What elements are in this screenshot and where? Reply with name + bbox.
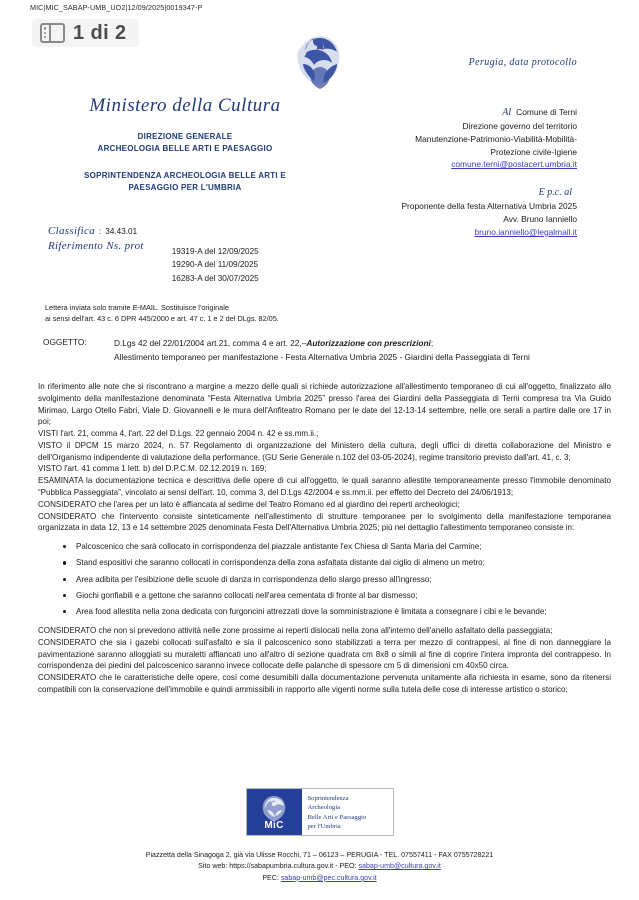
recipient-cc-email[interactable]: bruno.ianniello@legalmail.it: [474, 226, 577, 237]
direzione-generale: [60, 131, 310, 154]
recipient-cc-prefix: E p.c. al: [538, 187, 572, 198]
footer-web-row: [0, 861, 639, 872]
footer-contacts: [0, 850, 639, 884]
subject-label: OGGETTO:: [43, 337, 87, 347]
list-item: Area adibita per l'esibizione delle scuole di danza in corrispondenza dello slargo presso all'ingresso;: [76, 574, 611, 586]
body-paragraph: VISTI l'art. 21, comma 4, l'art. 22 del D.Lgs. 22 gennaio 2004 n. 42 e ss.mm.ii.;: [38, 429, 319, 439]
soprintendenza-line-1: SOPRINTENDENZA ARCHEOLOGIA BELLE ARTI E: [84, 171, 286, 181]
riferimento-item: 16283-A del 30/07/2025: [171, 273, 259, 283]
subject-line-1-emphasis: Autorizzazione con prescrizioni: [306, 338, 431, 348]
body-paragraph: VISTO l'art. 41 comma 1 lett. b) del D.P.C.M. 02.12.2019 n. 169;: [38, 464, 267, 474]
subject-line-1-suffix: ;: [430, 338, 434, 348]
footer-peo-email[interactable]: sabap-umb@cultura.gov.it: [358, 862, 441, 871]
recipient-cc-line-1: Proponente della festa Alternativa Umbria 2025: [401, 201, 577, 212]
recipient-primary-line-2: Manutenzione-Patrimonio-Viabilità-Mobilità-: [415, 133, 577, 144]
body-paragraph: CONSIDERATO che l'area per un lato è affiancata al sedime del Teatro Romano ed al giardino dei reperti archeologici;: [38, 499, 460, 509]
allestimento-list: [38, 541, 611, 618]
direzione-line-1: DIREZIONE GENERALE: [137, 132, 233, 141]
list-item: Area food allestita nella zona dedicata con furgoncini attrezzati dove la somministrazione è limitata a consegnare i cibi e le bevande;: [76, 606, 611, 618]
document-body: [38, 381, 611, 696]
soprintendenza: [60, 170, 310, 193]
body-paragraph: CONSIDERATO che le caratteristiche delle opere, così come desumibili dalla documentazione pervenuta unitamente alla richiesta in esame, sono da ritenersi compatibili con la conservazione dell'immobile e quindi ammissibili in rapporto alle vigenti norme sulla tutela delle cose di interesse artistico o storico;: [38, 673, 611, 694]
classifica-label: Classifica: [48, 225, 96, 237]
recipient-primary-head: [277, 105, 577, 120]
subject-line-1: [114, 337, 530, 350]
footer-pec-email[interactable]: sabap-umb@pec.cultura.gov.it: [280, 873, 377, 882]
classifica-row: [48, 225, 378, 237]
classifica-value: 34.43.01: [105, 227, 138, 236]
mic-logo-blue-panel: [247, 789, 302, 835]
pdf-viewer-overlay: [32, 19, 139, 47]
direzione-line-2: ARCHEOLOGIA BELLE ARTI E PAESAGGIO: [97, 143, 273, 153]
body-paragraph: VISTO il DPCM 15 marzo 2024, n. 57 Regolamento di organizzazione del Ministero della cultura, degli uffici di diretta collaborazione del Ministro e dell'Organismo indipendente di valutazione della performance. (GU Serie Generale n.102 del 03-05-2024), regime transitorio previsto dall'art. 41, c. 3;: [38, 440, 611, 462]
recipient-cc-line-2: Avv. Bruno Ianniello: [503, 213, 577, 224]
mic-logo-box: [246, 788, 394, 836]
footer-logo: [0, 788, 639, 836]
page-indicator: 1 di 2: [73, 22, 127, 44]
body-paragraph: ESAMINATA la documentazione tecnica e descrittiva delle opere di cui all'oggetto, le quali saranno allestite temporaneamente presso l'immobile denominato “Pubblica Passeggiata”, vincolato ai sensi dell'art. 10, comma 3, del D.Lgs 42/2004 e ss.mm.ii. per effetto del Decreto del 24/06/1913;: [38, 476, 611, 498]
list-item: Giochi gonfiabili e a gettone che saranno collocati nell'area cementata di fronte al bar dismesso;: [76, 590, 611, 602]
logo-caption-line-3: Belle Arti e Paesaggio: [307, 813, 367, 821]
list-item: Stand espositivi che saranno collocati in corrispondenza della zona asfaltata distante dal ciglio di almeno un metro;: [76, 557, 611, 569]
email-note: [45, 303, 279, 325]
place-date: Perugia, data protocollo: [468, 57, 577, 68]
ministry-title: Ministero della Cultura: [89, 95, 281, 116]
footer-web-prefix: Sito web: https://sabapumbria.cultura.gov.it - PEO:: [198, 862, 359, 871]
body-paragraph: CONSIDERATO che non si prevedono attività nelle zone prossime ai reperti dislocati nella zona all'interno dell'anello asfaltato della passeggiata;: [38, 626, 553, 636]
protocol-header: MIC|MIC_SABAP-UMB_UO2|12/09/2025|0019347-P: [0, 0, 639, 17]
subject-line-2: Allestimento temporaneo per manifestazione - Festa Alternativa Umbria 2025 - Giardini della Passeggiata di Terni: [114, 351, 530, 362]
recipient-primary-prefix: Al: [502, 107, 512, 118]
list-item: Palcoscenico che sarà collocato in corrispondenza del piazzale antistante l'ex Chiesa di Santa Maria del Carmine;: [76, 541, 611, 553]
logo-caption-line-1: Soprintendenza: [307, 795, 349, 802]
footer-address: Piazzetta della Sinagoga 2, già via Ulisse Rocchi, 71 – 06123 – PERUGIA - TEL. 07557411 - FAX 0755728221: [145, 851, 494, 859]
mic-logo-text: MiC: [264, 820, 284, 831]
body-paragraph: In riferimento alle note che si riscontrano a margine a mezzo delle quali si richiede autorizzazione all'allestimento temporaneo di cui all'oggetto, finalizzato allo svolgimento della manifestazione denominata “Festa Alternativa Umbria 2025” presso l'area dei Giardini della Passeggiata di Terni compresa tra Via Guido Mirimao, Largo Otello Fabri, Viale D. Giovannelli e le mura dell'Anfiteatro Romano per le date del 12-13-14 settembre, nelle ore serali a partire dalle ore 17 in poi;: [38, 382, 611, 427]
recipient-primary: [277, 105, 577, 171]
sidebar-toggle-icon[interactable]: [40, 23, 65, 43]
document-page: [0, 17, 639, 900]
logo-caption-line-2: Archeologia: [307, 804, 341, 812]
body-paragraph: CONSIDERATO che l'intervento consiste sinteticamente nell'allestimento di strutture temporanee per lo svolgimento della manifestazione temporanea organizzata in data 12, 13 e 14 settembre 2025 denominata Festa Dell'Alternativa Umbria 2025; più nel dettaglio l'allestimento temporaneo consiste in:: [38, 511, 611, 533]
sidebar-dots-icon: [44, 27, 46, 38]
recipient-primary-email[interactable]: comune.terni@postacert.umbria.it: [451, 159, 577, 170]
logo-caption-line-4: per l'Umbria: [307, 823, 341, 831]
subject-block: [30, 337, 614, 364]
riferimento-list: [172, 240, 259, 285]
recipient-primary-name: Comune di Terni: [516, 107, 577, 117]
email-note-line-1: Lettera inviata solo tramite E-MAIL. Sostituisce l'originale: [45, 303, 229, 312]
soprintendenza-line-2: PAESAGGIO PER L'UMBRIA: [128, 182, 242, 192]
recipient-primary-line-1: Direzione governo del territorio: [462, 121, 577, 132]
mic-emblem-icon: [259, 793, 289, 823]
riferimento-label: Riferimento Ns. prot: [48, 240, 144, 252]
mic-logo-caption: [302, 789, 371, 835]
riferimento-item: 19319-A del 12/09/2025: [171, 247, 259, 256]
classifica-colon: :: [99, 227, 102, 236]
ministry-block: [60, 95, 310, 193]
classification-block: [48, 225, 378, 285]
email-note-line-2: ai sensi dell'art. 43 c. 6 DPR 445/2000 e art. 47 c. 1 e 2 del DLgs. 82/05.: [45, 313, 279, 323]
footer-pec-prefix: PEC:: [262, 873, 281, 882]
recipient-primary-line-3: Protezione civile-Igiene: [490, 146, 577, 157]
riferimento-row: [48, 240, 378, 285]
subject-line-1-prefix: D.Lgs 42 del 22/01/2004 art.21, comma 4 e art. 22,–: [114, 338, 307, 348]
body-paragraph: CONSIDERATO che sia i gazebi collocati sull'asfalto e sia il palcoscenico sono stabilizzati a terra per mezzo di contrappesi, al fine di non danneggiare la pavimentazione saranno alloggiati su muraletti affiancati uno all'altro di sezione quadrata cm 8x8 o simili al fine di coprire l'intera impronta del contrappeso. In corrispondenza dei piedini del palcoscenico saranno invece collocate delle palanche di spessore cm 5 di dimensioni cm 40x50 circa.: [38, 637, 611, 671]
subject-body: [114, 337, 530, 364]
riferimento-item: 19290-A del 11/09/2025: [171, 260, 259, 270]
footer-pec-row: [0, 873, 639, 884]
